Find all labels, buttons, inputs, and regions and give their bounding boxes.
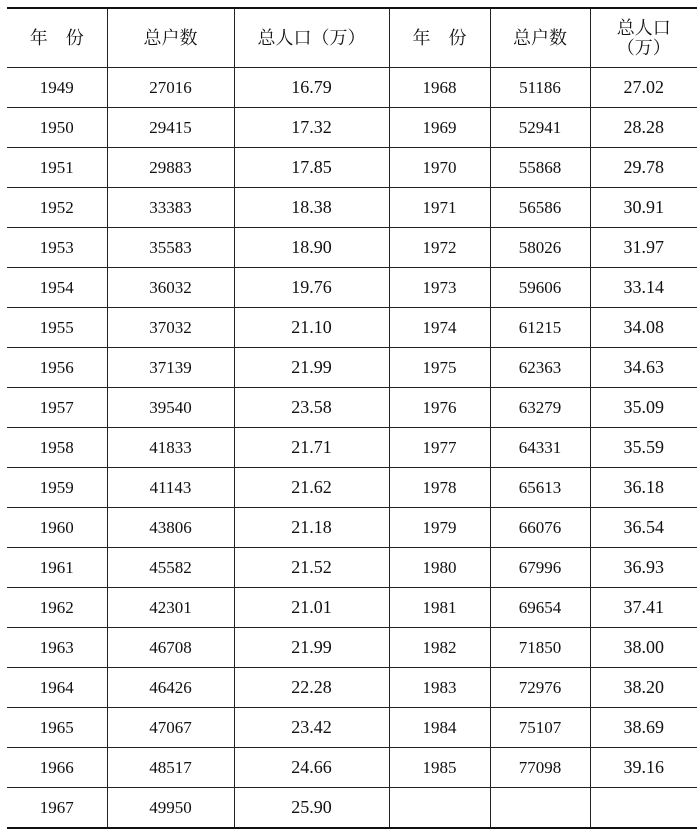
left-households-cell: 37139 bbox=[107, 348, 234, 388]
left-year-cell: 1962 bbox=[7, 588, 107, 628]
left-population-cell: 25.90 bbox=[234, 788, 389, 829]
left-population-cell: 17.32 bbox=[234, 108, 389, 148]
left-population-cell: 21.01 bbox=[234, 588, 389, 628]
left-population-cell: 22.28 bbox=[234, 668, 389, 708]
right-population-cell: 28.28 bbox=[590, 108, 697, 148]
right-households-cell: 58026 bbox=[490, 228, 590, 268]
left-households-cell: 43806 bbox=[107, 508, 234, 548]
table-row bbox=[7, 388, 697, 428]
left-year-cell: 1961 bbox=[7, 548, 107, 588]
right-households-cell: 66076 bbox=[490, 508, 590, 548]
left-year-cell: 1949 bbox=[7, 68, 107, 108]
right-population-cell: 33.14 bbox=[590, 268, 697, 308]
right-population-cell: 39.16 bbox=[590, 748, 697, 788]
right-households-cell: 65613 bbox=[490, 468, 590, 508]
right-population-cell: 29.78 bbox=[590, 148, 697, 188]
right-population-cell: 38.20 bbox=[590, 668, 697, 708]
right-households-cell: 62363 bbox=[490, 348, 590, 388]
left-population-cell: 21.18 bbox=[234, 508, 389, 548]
right-year-cell: 1970 bbox=[389, 148, 490, 188]
table-row bbox=[7, 628, 697, 668]
left-population-cell: 24.66 bbox=[234, 748, 389, 788]
header-year-right: 年 份 bbox=[389, 8, 490, 68]
left-population-cell: 21.99 bbox=[234, 628, 389, 668]
table-row bbox=[7, 788, 697, 829]
table-row bbox=[7, 748, 697, 788]
right-population-cell: 36.18 bbox=[590, 468, 697, 508]
table-row bbox=[7, 588, 697, 628]
right-year-cell bbox=[389, 788, 490, 829]
right-population-cell: 31.97 bbox=[590, 228, 697, 268]
right-year-cell: 1972 bbox=[389, 228, 490, 268]
table-row bbox=[7, 508, 697, 548]
left-year-cell: 1963 bbox=[7, 628, 107, 668]
left-population-cell: 21.10 bbox=[234, 308, 389, 348]
left-year-cell: 1951 bbox=[7, 148, 107, 188]
right-year-cell: 1985 bbox=[389, 748, 490, 788]
right-year-cell: 1974 bbox=[389, 308, 490, 348]
right-households-cell bbox=[490, 788, 590, 829]
right-population-cell: 38.00 bbox=[590, 628, 697, 668]
left-households-cell: 36032 bbox=[107, 268, 234, 308]
right-households-cell: 59606 bbox=[490, 268, 590, 308]
left-year-cell: 1965 bbox=[7, 708, 107, 748]
right-households-cell: 61215 bbox=[490, 308, 590, 348]
left-year-cell: 1966 bbox=[7, 748, 107, 788]
left-population-cell: 18.90 bbox=[234, 228, 389, 268]
right-households-cell: 75107 bbox=[490, 708, 590, 748]
left-households-cell: 45582 bbox=[107, 548, 234, 588]
right-year-cell: 1980 bbox=[389, 548, 490, 588]
right-households-cell: 51186 bbox=[490, 68, 590, 108]
right-population-cell: 35.09 bbox=[590, 388, 697, 428]
left-year-cell: 1953 bbox=[7, 228, 107, 268]
header-row bbox=[7, 8, 697, 68]
right-population-cell: 34.08 bbox=[590, 308, 697, 348]
left-households-cell: 46708 bbox=[107, 628, 234, 668]
table-row bbox=[7, 108, 697, 148]
left-households-cell: 41143 bbox=[107, 468, 234, 508]
right-households-cell: 56586 bbox=[490, 188, 590, 228]
left-households-cell: 46426 bbox=[107, 668, 234, 708]
right-households-cell: 64331 bbox=[490, 428, 590, 468]
right-population-cell: 35.59 bbox=[590, 428, 697, 468]
table-row bbox=[7, 348, 697, 388]
header-population-right: 总人口 （万） bbox=[590, 8, 697, 68]
left-year-cell: 1957 bbox=[7, 388, 107, 428]
left-year-cell: 1954 bbox=[7, 268, 107, 308]
table-row bbox=[7, 268, 697, 308]
right-year-cell: 1969 bbox=[389, 108, 490, 148]
table-row bbox=[7, 308, 697, 348]
left-population-cell: 21.52 bbox=[234, 548, 389, 588]
right-population-cell: 37.41 bbox=[590, 588, 697, 628]
left-population-cell: 21.99 bbox=[234, 348, 389, 388]
table-row bbox=[7, 548, 697, 588]
left-households-cell: 35583 bbox=[107, 228, 234, 268]
right-population-cell: 27.02 bbox=[590, 68, 697, 108]
table-body bbox=[7, 68, 697, 829]
right-year-cell: 1977 bbox=[389, 428, 490, 468]
right-year-cell: 1971 bbox=[389, 188, 490, 228]
right-year-cell: 1968 bbox=[389, 68, 490, 108]
right-population-cell: 30.91 bbox=[590, 188, 697, 228]
right-households-cell: 63279 bbox=[490, 388, 590, 428]
right-households-cell: 77098 bbox=[490, 748, 590, 788]
right-year-cell: 1978 bbox=[389, 468, 490, 508]
table-row bbox=[7, 708, 697, 748]
left-population-cell: 18.38 bbox=[234, 188, 389, 228]
population-table bbox=[7, 7, 697, 829]
left-households-cell: 42301 bbox=[107, 588, 234, 628]
left-households-cell: 47067 bbox=[107, 708, 234, 748]
right-year-cell: 1976 bbox=[389, 388, 490, 428]
left-households-cell: 27016 bbox=[107, 68, 234, 108]
left-households-cell: 48517 bbox=[107, 748, 234, 788]
right-households-cell: 55868 bbox=[490, 148, 590, 188]
left-households-cell: 29883 bbox=[107, 148, 234, 188]
right-households-cell: 71850 bbox=[490, 628, 590, 668]
right-population-cell: 38.69 bbox=[590, 708, 697, 748]
table-row bbox=[7, 228, 697, 268]
right-population-cell bbox=[590, 788, 697, 829]
left-year-cell: 1952 bbox=[7, 188, 107, 228]
table-row bbox=[7, 668, 697, 708]
right-year-cell: 1979 bbox=[389, 508, 490, 548]
left-population-cell: 17.85 bbox=[234, 148, 389, 188]
header-population-left: 总人口（万） bbox=[234, 8, 389, 68]
left-year-cell: 1967 bbox=[7, 788, 107, 829]
table-row bbox=[7, 148, 697, 188]
left-year-cell: 1959 bbox=[7, 468, 107, 508]
right-year-cell: 1984 bbox=[389, 708, 490, 748]
right-households-cell: 67996 bbox=[490, 548, 590, 588]
right-population-cell: 36.54 bbox=[590, 508, 697, 548]
left-population-cell: 21.71 bbox=[234, 428, 389, 468]
header-households-right: 总户数 bbox=[490, 8, 590, 68]
left-households-cell: 49950 bbox=[107, 788, 234, 829]
table-row bbox=[7, 68, 697, 108]
left-households-cell: 37032 bbox=[107, 308, 234, 348]
right-population-cell: 36.93 bbox=[590, 548, 697, 588]
left-population-cell: 23.42 bbox=[234, 708, 389, 748]
right-population-cell: 34.63 bbox=[590, 348, 697, 388]
left-year-cell: 1964 bbox=[7, 668, 107, 708]
table-row bbox=[7, 188, 697, 228]
left-households-cell: 39540 bbox=[107, 388, 234, 428]
table-row bbox=[7, 468, 697, 508]
left-population-cell: 23.58 bbox=[234, 388, 389, 428]
right-year-cell: 1982 bbox=[389, 628, 490, 668]
left-population-cell: 16.79 bbox=[234, 68, 389, 108]
right-households-cell: 52941 bbox=[490, 108, 590, 148]
right-households-cell: 69654 bbox=[490, 588, 590, 628]
left-year-cell: 1958 bbox=[7, 428, 107, 468]
left-population-cell: 19.76 bbox=[234, 268, 389, 308]
right-year-cell: 1973 bbox=[389, 268, 490, 308]
left-population-cell: 21.62 bbox=[234, 468, 389, 508]
left-year-cell: 1955 bbox=[7, 308, 107, 348]
header-households-left: 总户数 bbox=[107, 8, 234, 68]
left-year-cell: 1956 bbox=[7, 348, 107, 388]
table-row bbox=[7, 428, 697, 468]
right-year-cell: 1983 bbox=[389, 668, 490, 708]
header-year-left: 年 份 bbox=[7, 8, 107, 68]
left-year-cell: 1950 bbox=[7, 108, 107, 148]
right-households-cell: 72976 bbox=[490, 668, 590, 708]
right-year-cell: 1981 bbox=[389, 588, 490, 628]
left-year-cell: 1960 bbox=[7, 508, 107, 548]
right-year-cell: 1975 bbox=[389, 348, 490, 388]
left-households-cell: 41833 bbox=[107, 428, 234, 468]
left-households-cell: 33383 bbox=[107, 188, 234, 228]
left-households-cell: 29415 bbox=[107, 108, 234, 148]
